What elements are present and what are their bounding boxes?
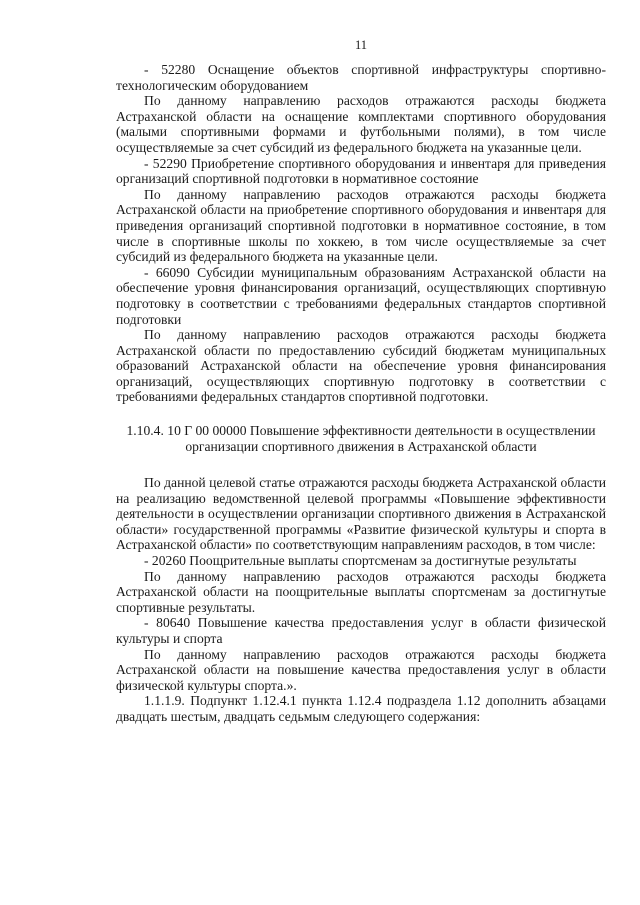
paragraph: По данному направлению расходов отражаются расходы бюджета Астраханской области на оснащение комплектами спортивного оборудования (малыми спортивными формами и футбольными полями), в том числе осуществляемые за счет субсидий из федерального бюджета на указанные цели. bbox=[116, 93, 606, 155]
paragraph: 1.1.1.9. Подпункт 1.12.4.1 пункта 1.12.4 подраздела 1.12 дополнить абзацами двадцать шестым, двадцать седьмым следующего содержания: bbox=[116, 693, 606, 724]
paragraph: - 52290 Приобретение спортивного оборудования и инвентаря для приведения организаций спортивной подготовки в нормативное состояние bbox=[116, 155, 606, 187]
section-heading: 1.10.4. 10 Г 00 00000 Повышение эффективности деятельности в осуществлении организации спортивного движения в Астраханской области bbox=[126, 423, 596, 455]
paragraph: - 20260 Поощрительные выплаты спортсменам за достигнутые результаты bbox=[144, 553, 577, 569]
paragraph: По данной целевой статье отражаются расходы бюджета Астраханской области на реализацию ведомственной целевой программы «Повышение эффективности деятельности в осуществлении организации спортивного движения в Астраханской области» государственной программы «Развитие физической культуры и спорта в Астраханской области» по соответствующим направлениям расходов, в том числе: bbox=[116, 475, 606, 553]
paragraph: - 66090 Субсидии муниципальным образованиям Астраханской области на обеспечение уровня финансирования организаций, осуществляющих спортивную подготовку в соответствии с требованиями федеральных стандартов спортивной подготовки bbox=[116, 264, 606, 327]
paragraph: По данному направлению расходов отражаются расходы бюджета Астраханской области на повышение качества предоставления услуг в области физической культуры спорта.». bbox=[116, 646, 606, 693]
paragraph: По данному направлению расходов отражаются расходы бюджета Астраханской области по предоставлению субсидий бюджетам муниципальных образований Астраханской области на обеспечение уровня финансирования организаций, осуществляющих спортивную подготовку в соответствии с требованиями федеральных стандартов спортивной подготовки. bbox=[116, 327, 606, 405]
paragraph: По данному направлению расходов отражаются расходы бюджета Астраханской области на поощрительные выплаты спортсменам за достигнутые спортивные результаты. bbox=[116, 568, 606, 615]
paragraph: - 52280 Оснащение объектов спортивной инфраструктуры спортивно-технологическим оборудованием bbox=[116, 62, 606, 93]
page-number: 11 bbox=[354, 38, 368, 52]
paragraph: По данному направлению расходов отражаются расходы бюджета Астраханской области на приобретение спортивного оборудования и инвентаря для приведения организаций спортивной подготовки в нормативное состояние, в том числе в спортивные школы по хоккею, в том числе осуществляемые за счет субсидий из федерального бюджета на указанные цели. bbox=[116, 186, 606, 265]
paragraph: - 80640 Повышение качества предоставления услуг в области физической культуры и спорта bbox=[116, 615, 606, 646]
